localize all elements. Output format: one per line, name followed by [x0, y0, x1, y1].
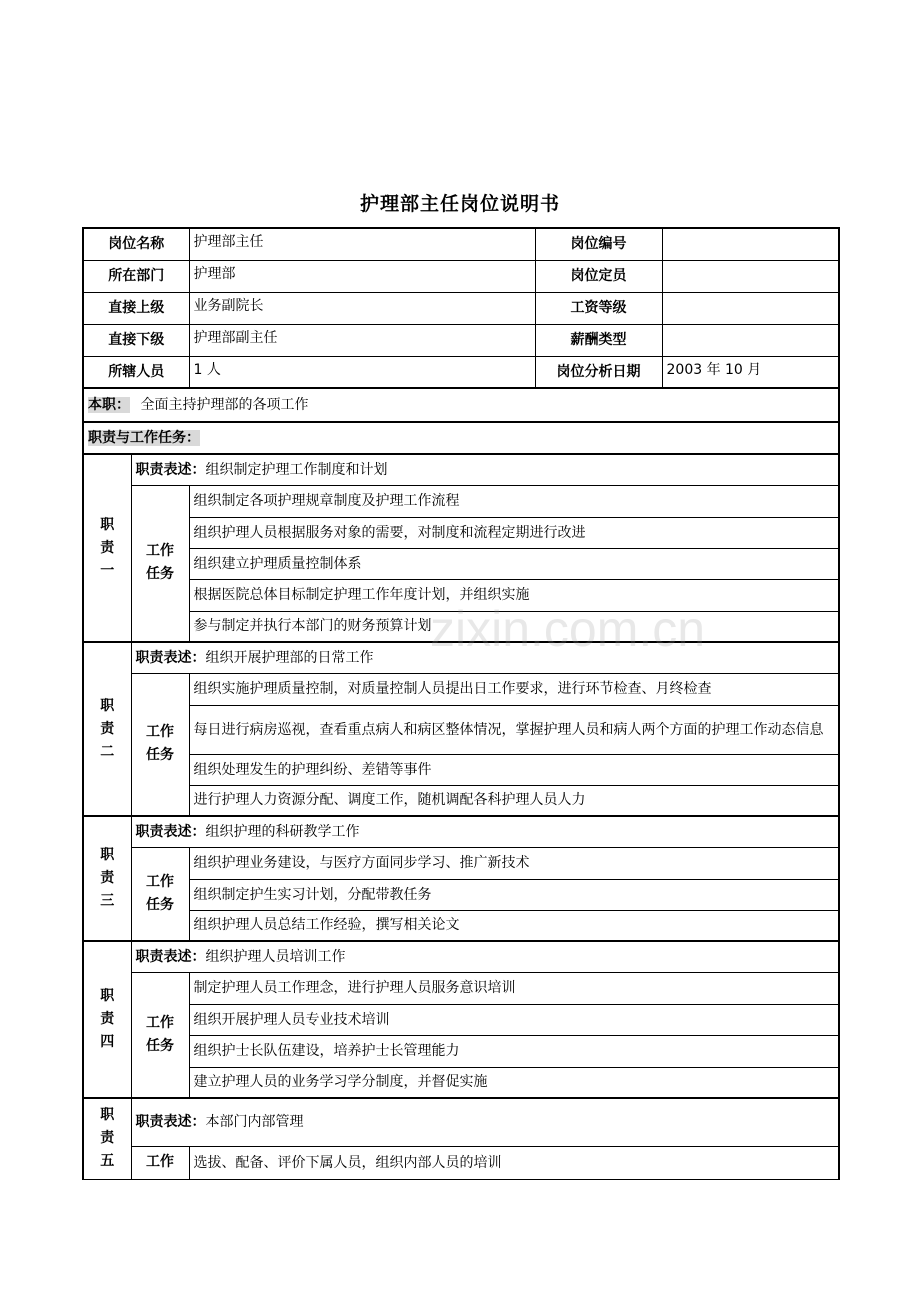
task-item: 组织处理发生的护理纠纷、差错等事件: [189, 754, 839, 785]
task-item: 根据医院总体目标制定护理工作年度计划，并组织实施: [189, 579, 839, 611]
task-item: 组织护理人员总结工作经验，撰写相关论文: [189, 910, 839, 941]
duty-row: [83, 388, 839, 422]
work-label-line: 工作: [146, 724, 174, 741]
work-task-label: [131, 972, 189, 1098]
responsibility-desc-cell: [131, 941, 839, 972]
task-row: [83, 673, 839, 705]
responsibility-desc-row: [83, 1098, 839, 1146]
responsibility-desc: 组织制定护理工作制度和计划: [205, 461, 388, 478]
info-row: [83, 292, 839, 324]
work-label-line: 任务: [146, 747, 174, 764]
page-title: 护理部主任岗位说明书: [359, 193, 560, 215]
duty-value: 全面主持护理部的各项工作: [140, 397, 309, 413]
position-code-label: 岗位编号: [535, 228, 662, 260]
responsibility-label-char: 二: [100, 743, 115, 760]
responsibility-label-char: 责: [100, 539, 115, 556]
desc-prefix: 职责表述：: [135, 649, 206, 666]
staff-value: 1 人: [189, 356, 535, 388]
responsibility-desc-cell: [131, 1098, 839, 1146]
responsibility-label-char: 五: [100, 1153, 115, 1170]
responsibility-label: [83, 454, 131, 642]
work-task-label: [131, 673, 189, 816]
responsibility-desc-cell: [131, 454, 839, 485]
responsibility-desc: 组织开展护理部的日常工作: [205, 649, 374, 666]
pay-type-value: [662, 324, 839, 356]
quota-value: [662, 260, 839, 292]
task-row: [83, 879, 839, 910]
staff-label: 所辖人员: [83, 356, 189, 388]
task-item: 进行护理人力资源分配、调度工作，随机调配各科护理人员人力: [189, 785, 839, 816]
work-label-line: 任务: [146, 896, 174, 913]
responsibility-label-char: 责: [100, 1130, 115, 1147]
task-item: 参与制定并执行本部门的财务预算计划: [189, 611, 839, 642]
position-name-label: 岗位名称: [83, 228, 189, 260]
superior-label: 直接上级: [83, 292, 189, 324]
subordinate-value: 护理部副主任: [189, 324, 535, 356]
task-row: [83, 517, 839, 548]
superior-value: 业务副院长: [189, 292, 535, 324]
subordinate-label: 直接下级: [83, 324, 189, 356]
salary-grade-value: [662, 292, 839, 324]
info-row: [83, 356, 839, 388]
task-item: 制定护理人员工作理念，进行护理人员服务意识培训: [189, 972, 839, 1004]
responsibility-label-char: 职: [100, 516, 115, 533]
position-name-value: 护理部主任: [189, 228, 535, 260]
desc-prefix: 职责表述：: [135, 461, 206, 478]
info-row: [83, 260, 839, 292]
position-code-value: [662, 228, 839, 260]
work-label-line: 任务: [146, 1037, 174, 1054]
responsibility-desc-cell: [131, 642, 839, 673]
work-label-line: 工作: [146, 543, 174, 560]
responsibility-label-char: 职: [100, 988, 115, 1004]
duty-cell: [83, 388, 839, 422]
responsibility-desc-row: [83, 816, 839, 847]
salary-grade-label: 工资等级: [535, 292, 662, 324]
task-item: 组织开展护理人员专业技术培训: [189, 1004, 839, 1035]
task-row: [83, 485, 839, 517]
task-row: [83, 754, 839, 785]
responsibility-desc-cell: [131, 816, 839, 847]
desc-prefix: 职责表述：: [135, 948, 206, 965]
analysis-date-label: 岗位分析日期: [535, 356, 662, 388]
department-label: 所在部门: [83, 260, 189, 292]
job-description-table: [82, 227, 840, 1180]
responsibility-label: [83, 941, 131, 1098]
responsibility-desc-row: [83, 454, 839, 485]
desc-prefix: 职责表述：: [135, 1114, 206, 1131]
responsibility-label-char: 一: [100, 562, 115, 579]
responsibility-label: [83, 1098, 131, 1179]
task-row: [83, 1067, 839, 1098]
watermark: zixin.com.cn: [430, 601, 706, 657]
responsibility-label-char: 三: [100, 893, 115, 909]
responsibility-label-char: 职: [100, 1107, 115, 1124]
pay-type-label: 薪酬类型: [535, 324, 662, 356]
task-row: [83, 847, 839, 879]
task-row: [83, 611, 839, 642]
task-row: [83, 972, 839, 1004]
task-row: [83, 1035, 839, 1067]
task-item: 建立护理人员的业务学习学分制度，并督促实施: [189, 1067, 839, 1098]
tasks-header-row: [83, 422, 839, 454]
responsibility-label: [83, 642, 131, 816]
responsibility-desc: 组织护理人员培训工作: [205, 948, 346, 965]
task-item: 组织护理人员根据服务对象的需要，对制度和流程定期进行改进: [189, 517, 839, 548]
work-label-line: 工作: [146, 873, 174, 890]
desc-prefix: 职责表述：: [135, 823, 206, 840]
tasks-header-cell: [83, 422, 839, 454]
task-item: 组织制定护生实习计划，分配带教任务: [189, 879, 839, 910]
work-task-label: [131, 485, 189, 642]
department-value: 护理部: [189, 260, 535, 292]
responsibility-label-char: 职: [100, 847, 115, 863]
task-item: 组织建立护理质量控制体系: [189, 548, 839, 579]
analysis-date-value: 2003 年 10 月: [662, 356, 839, 388]
responsibility-label-char: 四: [100, 1034, 115, 1050]
responsibility-label: [83, 816, 131, 941]
work-task-label: [131, 1146, 189, 1179]
task-item: 组织护士长队伍建设，培养护士长管理能力: [189, 1035, 839, 1067]
responsibility-label-char: 责: [100, 720, 115, 737]
task-row: [83, 705, 839, 754]
responsibility-label-char: 责: [100, 1011, 115, 1027]
responsibility-desc-row: [83, 941, 839, 972]
responsibility-label-char: 职: [100, 697, 115, 714]
task-row: [83, 1004, 839, 1035]
responsibility-label-char: 责: [100, 870, 115, 886]
work-label-line: 任务: [146, 566, 174, 583]
tasks-header: 职责与工作任务：: [88, 430, 200, 446]
duty-label: 本职：: [88, 397, 130, 413]
work-task-label: [131, 847, 189, 941]
responsibility-desc: 组织护理的科研教学工作: [205, 823, 360, 840]
task-item: 组织护理业务建设，与医疗方面同步学习、推广新技术: [189, 847, 839, 879]
task-item: 组织制定各项护理规章制度及护理工作流程: [189, 485, 839, 517]
task-item: 选拔、配备、评价下属人员，组织内部人员的培训: [189, 1146, 839, 1179]
task-row: [83, 548, 839, 579]
task-row: [83, 579, 839, 611]
responsibility-desc: 本部门内部管理: [205, 1114, 304, 1131]
info-row: [83, 228, 839, 260]
task-row: [83, 910, 839, 941]
task-item: 组织实施护理质量控制，对质量控制人员提出日工作要求，进行环节检查、月终检查: [189, 673, 839, 705]
responsibility-desc-row: [83, 642, 839, 673]
task-row: [83, 1146, 839, 1179]
work-label-line: 工作: [146, 1154, 174, 1170]
quota-label: 岗位定员: [535, 260, 662, 292]
task-row: [83, 785, 839, 816]
task-item: 每日进行病房巡视，查看重点病人和病区整体情况，掌握护理人员和病人两个方面的护理工作动态信息: [189, 705, 839, 754]
info-row: [83, 324, 839, 356]
work-label-line: 工作: [146, 1014, 174, 1031]
